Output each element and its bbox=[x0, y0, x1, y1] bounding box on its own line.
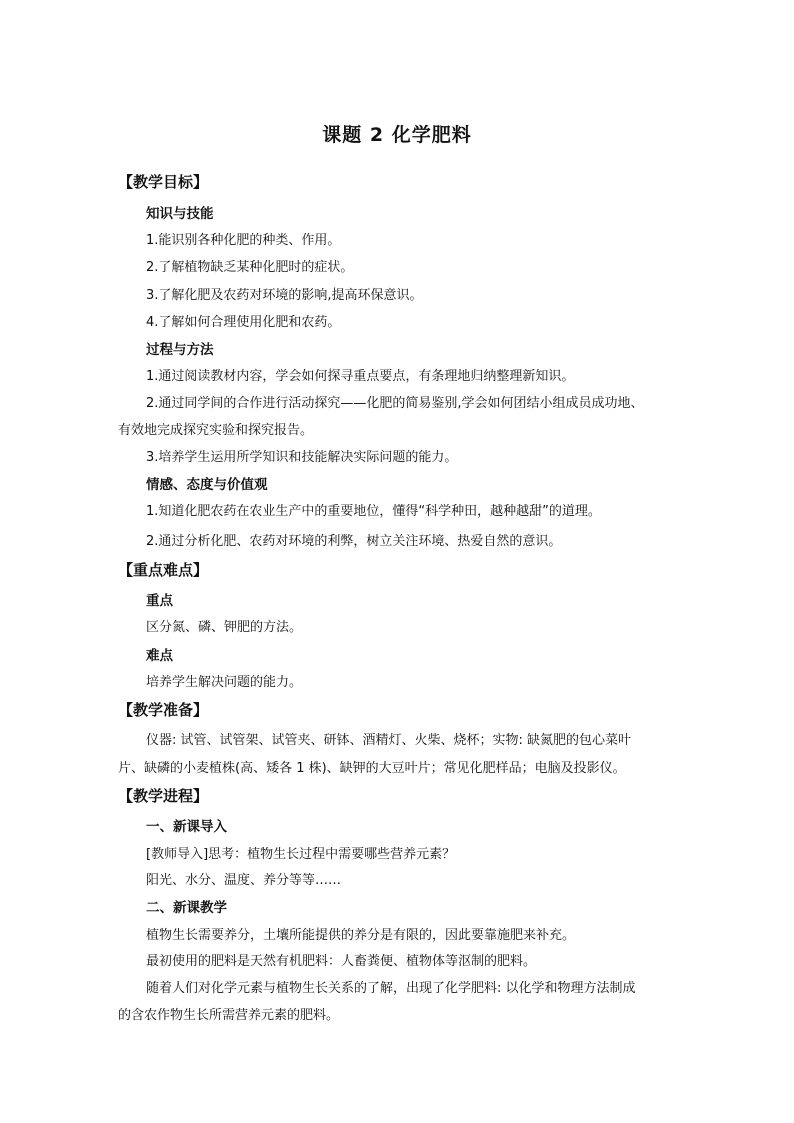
paragraph-line: 3.培养学生运用所学知识和技能解决实际问题的能力。 bbox=[146, 450, 458, 465]
subheading-intro: 一、新课导入 bbox=[146, 819, 227, 835]
paragraph-line: 1.能识别各种化肥的种类、作用。 bbox=[146, 233, 341, 248]
subheading-new-lesson: 二、新课教学 bbox=[146, 900, 227, 916]
subheading-key: 重点 bbox=[146, 593, 173, 609]
page-title: 课题 2 化学肥料 bbox=[322, 124, 472, 146]
paragraph-line: 1.知道化肥农药在农业生产中的重要地位，懂得“科学种田，越种越甜”的道理。 bbox=[146, 504, 601, 519]
paragraph-line: 2.通过同学间的合作进行活动探究——化肥的简易鉴别,学会如何团结小组成员成功地、 bbox=[146, 396, 644, 411]
paragraph-line: 4.了解如何合理使用化肥和农药。 bbox=[146, 315, 341, 330]
section-heading-preparation: 【教学准备】 bbox=[118, 701, 209, 719]
paragraph-line: 植物生长需要养分，土壤所能提供的养分是有限的，因此要靠施肥来补充。 bbox=[146, 928, 576, 943]
paragraph-line: 培养学生解决问题的能力。 bbox=[146, 675, 303, 690]
paragraph-line: 片、缺磷的小麦植株(高、矮各 1 株)、缺钾的大豆叶片；常见化肥样品；电脑及投影仪。 bbox=[118, 761, 626, 776]
subheading-difficult: 难点 bbox=[146, 648, 173, 664]
paragraph-line: 区分氮、磷、钾肥的方法。 bbox=[146, 620, 303, 635]
paragraph-line: 1.通过阅读教材内容，学会如何探寻重点要点，有条理地归纳整理新知识。 bbox=[146, 369, 575, 384]
paragraph-line: 2.通过分析化肥、农药对环境的利弊，树立关注环境、热爱自然的意识。 bbox=[146, 534, 562, 549]
paragraph-line: 随着人们对化学元素与植物生长关系的了解，出现了化学肥料: 以化学和物理方法制成 bbox=[146, 981, 636, 996]
section-heading-keypoints: 【重点难点】 bbox=[118, 561, 209, 579]
paragraph-line: 2.了解植物缺乏某种化肥时的症状。 bbox=[146, 260, 354, 275]
paragraph-line: 仪器: 试管、试管架、试管夹、研钵、酒精灯、火柴、烧杯；实物: 缺氮肥的包心菜叶 bbox=[146, 733, 632, 748]
paragraph-line: 阳光、水分、温度、养分等等…… bbox=[146, 873, 342, 888]
subheading-knowledge: 知识与技能 bbox=[146, 206, 214, 222]
paragraph-line: 有效地完成探究实验和探究报告。 bbox=[118, 423, 314, 438]
section-heading-objectives: 【教学目标】 bbox=[118, 173, 209, 191]
section-heading-process: 【教学进程】 bbox=[118, 787, 209, 805]
subheading-emotion: 情感、态度与价值观 bbox=[146, 477, 268, 493]
paragraph-line: 的含农作物生长所需营养元素的肥料。 bbox=[118, 1008, 340, 1023]
paragraph-line: [教师导入]思考：植物生长过程中需要哪些营养元素？ bbox=[146, 847, 456, 862]
paragraph-line: 最初使用的肥料是天然有机肥料：人畜粪便、植物体等沤制的肥料。 bbox=[146, 954, 537, 969]
subheading-process-method: 过程与方法 bbox=[146, 342, 214, 358]
paragraph-line: 3.了解化肥及农药对环境的影响,提高环保意识。 bbox=[146, 288, 423, 303]
